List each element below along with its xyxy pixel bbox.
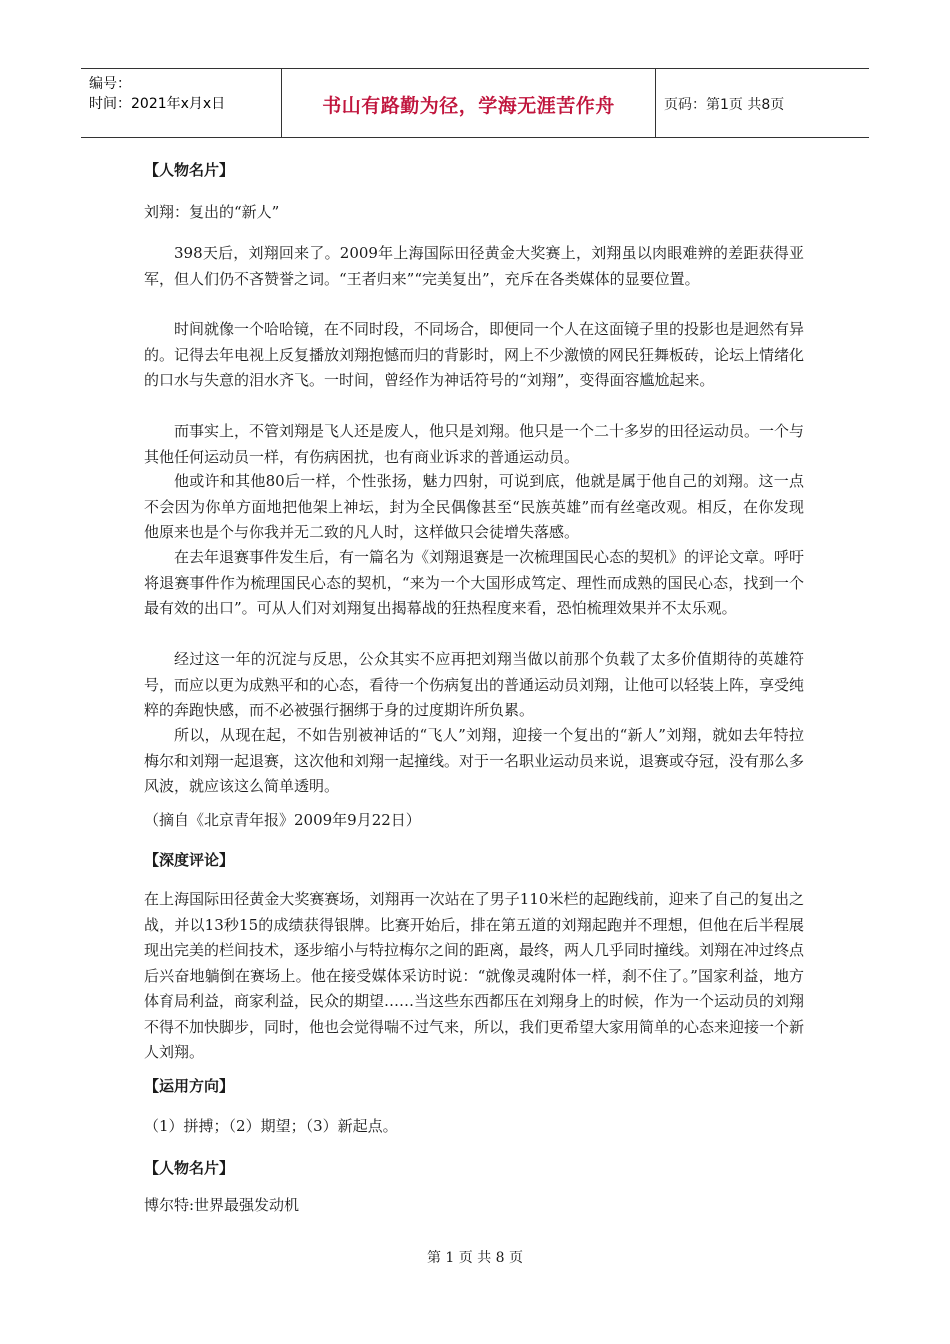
article-paragraph: 398天后，刘翔回来了。2009年上海国际田径黄金大奖赛上，刘翔虽以肉眼难辨的差距获得亚军，但人们仍不吝赞誉之词。“王者归来”“完美复出”，充斥在各类媒体的显要位置。 [144,244,804,288]
article-source: （摘自《北京青年报》2009年9月22日） [144,811,421,829]
header-info-cell [81,69,282,137]
usage-text: （1）拼搏；（2）期望；（3）新起点。 [144,1117,398,1135]
article-paragraph: 在去年退赛事件发生后，有一篇名为《刘翔退赛是一次梳理国民心态的契机》的评论文章。呼吁将退赛事件作为梳理国民心态的契机，“来为一个大国形成笃定、理性而成熟的国民心态，找到一个最有效的出口”。可从人们对刘翔复出揭幕战的狂热程度来看，恐怕梳理效果并不太乐观。 [144,548,805,617]
motto: 书山有路勤为径，学海无涯苦作舟 [322,95,615,117]
article-paragraph: 经过这一年的沉淀与反思，公众其实不应再把刘翔当做以前那个负载了太多价值期待的英雄符号，而应以更为成熟平和的心态，看待一个伤病复出的普通运动员刘翔，让他可以轻装上阵，享受纯粹的奔跑快感，而不必被强行捆绑于身的过度期许所负累。 [144,650,805,719]
section-heading: 【人物名片】 [144,1159,235,1177]
commentary-paragraph: 在上海国际田径黄金大奖赛赛场，刘翔再一次站在了男子110米栏的起跑线前，迎来了自己的复出之战，并以13秒15的成绩获得银牌。比赛开始后，排在第五道的刘翔起跑并不理想，但他在后半程展现出完美的栏间技术，逐步缩小与特拉梅尔之间的距离，最终，两人几乎同时撞线。刘翔在冲过终点后兴奋地躺倒在赛场上。他在接受媒体采访时说：“就像灵魂附体一样，刹不住了。”国家利益，地方体育局利益，商家利益，民众的期望……当这些东西都压在刘翔身上的时候，作为一个运动员的刘翔不得不加快脚步，同时，他也会觉得喘不过气来，所以，我们更希望大家用简单的心态来迎接一个新人刘翔。 [144,890,805,1061]
page-label: 页码：第1页 共8页 [664,97,785,113]
section-heading: 【人物名片】 [144,161,235,179]
section-heading: 【运用方向】 [144,1077,235,1095]
article-title: 刘翔：复出的“新人” [144,203,280,221]
time-label: 时间：2021年x月x日 [89,96,226,112]
section-heading: 【深度评论】 [144,851,235,869]
article-paragraph: 时间就像一个哈哈镜，在不同时段，不同场合，即便同一个人在这面镜子里的投影也是迥然有异的。记得去年电视上反复播放刘翔抱憾而归的背影时，网上不少激愤的网民狂舞板砖，论坛上情绪化的口水与失意的泪水齐飞。一时间，曾经作为神话符号的“刘翔”，变得面容尴尬起来。 [144,320,805,389]
header-page-cell [656,69,869,137]
number-label: 编号： [89,76,131,92]
page-header [81,68,869,138]
header-motto-cell [282,69,656,137]
page-footer: 第 1 页 共 8 页 [426,1250,524,1266]
section-subtitle: 博尔特:世界最强发动机 [144,1196,300,1214]
article-paragraph: 而事实上，不管刘翔是飞人还是废人，他只是刘翔。他只是一个二十多岁的田径运动员。一个与其他任何运动员一样，有伤病困扰，也有商业诉求的普通运动员。 [144,422,805,466]
article-paragraph: 所以，从现在起，不如告别被神话的“飞人”刘翔，迎接一个复出的“新人”刘翔，就如去年特拉梅尔和刘翔一起退赛，这次他和刘翔一起撞线。对于一名职业运动员来说，退赛或夺冠，没有那么多风波，就应该这么简单透明。 [144,726,805,795]
article-paragraph: 他或许和其他80后一样，个性张扬，魅力四射，可说到底，他就是属于他自己的刘翔。这一点不会因为你单方面地把他架上神坛，封为全民偶像甚至“民族英雄”而有丝毫改观。相反，在你发现他原来也是个与你我并无二致的凡人时，这样做只会徒增失落感。 [144,472,804,541]
